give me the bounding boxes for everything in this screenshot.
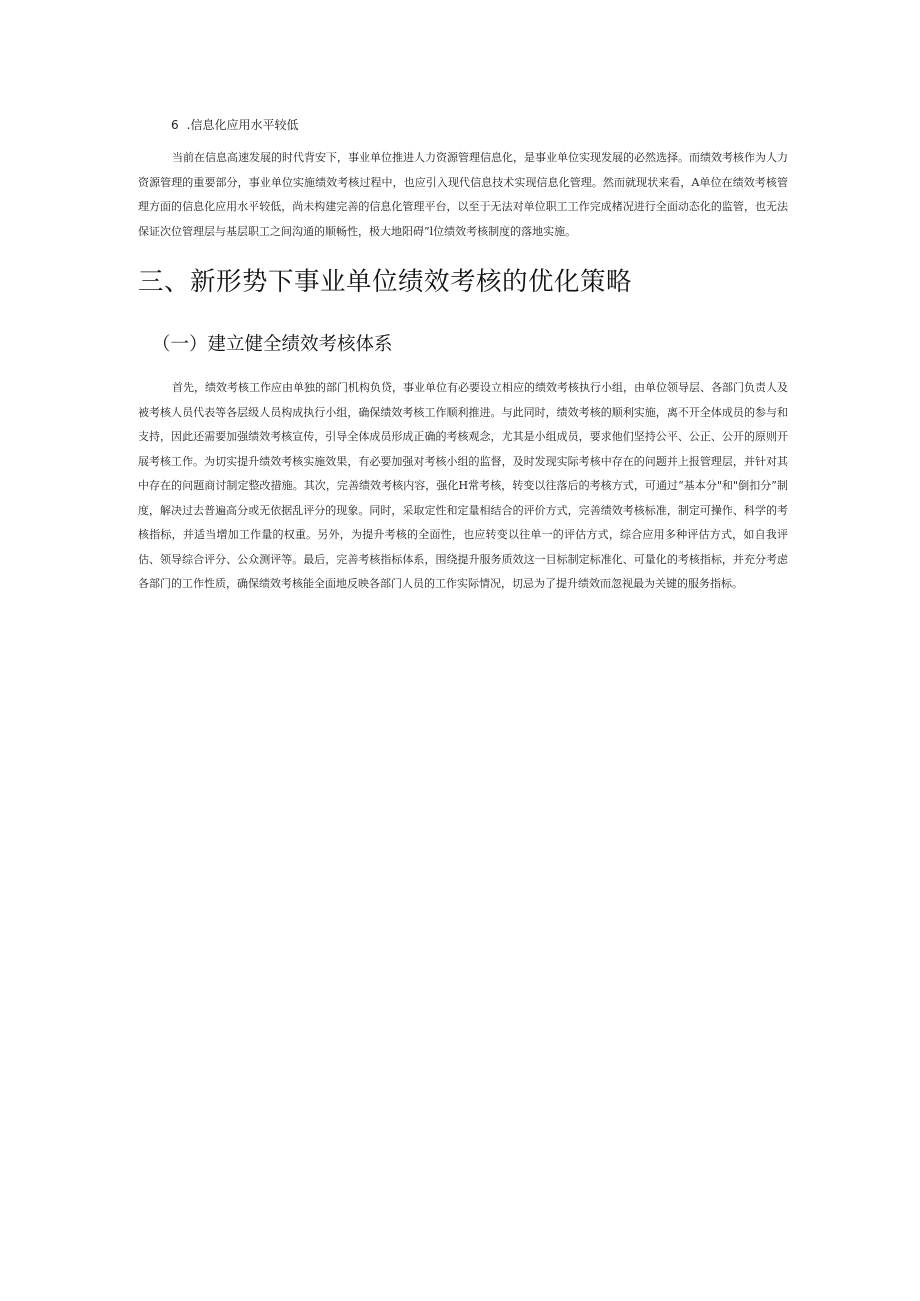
subsection-title: .信息化应用水平较低 (186, 118, 299, 132)
paragraph-performance-system: 首先，绩效考核工作应由单独的部门机构负贷，事业单位有必要设立相应的绩效考核执行小组，由单位领导层、各部门负责人及被考核人员代表等各层级人员构成执行小组，确保绩效考核工作顺利推进。与此同时，绩效考核的顺利实施，离不开全体成员的参与和支持，因此还需要加强绩效考核宣传，引导全体成员形成正确的考核观念，尤其是小组成员，要求他们坚持公平、公正、公开的原则开展考核工作。为切实提升绩效考核实施效果，有必要加强对考核小组的监督，及时发现实际考核中存在的问题并上报管理层，并针对其中存在的问题商讨制定整改措施。其次，完善绩效考核内容，强化H常考核，转变以往落后的考核方式，可通过“基本分"和"倒扣分”制度，解决过去普遍高分或无依据乱评分的现象。同时，采取定性和定量相结合的评价方式，完善绩效考核标准，制定可操作、科学的考核指标，并适当增加工作量的权重。另外，为提升考核的全面性，也应转变以往单一的评估方式，综合应用多种评估方式，如自我评估、领导综合评分、公众测评等。最后，完善考核指标体系，围绕提升服务质效这一目标制定标准化、可量化的考核指标，并充分考虑各部门的工作性质，确保绩效考核能全面地反映各部门人员的工作实际情况，切忌为了提升绩效而忽视最为关键的服务指标。 (138, 381, 788, 590)
subsection-heading (171, 116, 298, 133)
subsection-heading-establish-system: （一）建立健全绩效考核体系 (152, 334, 393, 355)
section-heading: 三、新形势下事业单位绩效考核的优化策略 (138, 267, 633, 297)
subsection-number: 6 (171, 118, 179, 132)
paragraph-informatization: 当前在信息高速发展的时代背安下，事业单位推进人力资源管理信息化，是事业单位实现发展的必然选择。而绩效考核作为人力资源管理的重要部分，事业单位实施绩效考核过程中，也应引入现代信息技术实现信息化管理。然而就现状来看，A单位在绩效考核管理方面的信息化应用水平较低，尚未构建完善的信息化管理平台，以至于无法对单位职工工作完成楮况进行全面动态化的监管，也无法保证次位管理层与基层职工之间沟通的顺畅性，极大地阳碍”l位绩效考核制度的落地实施。 (138, 151, 788, 238)
